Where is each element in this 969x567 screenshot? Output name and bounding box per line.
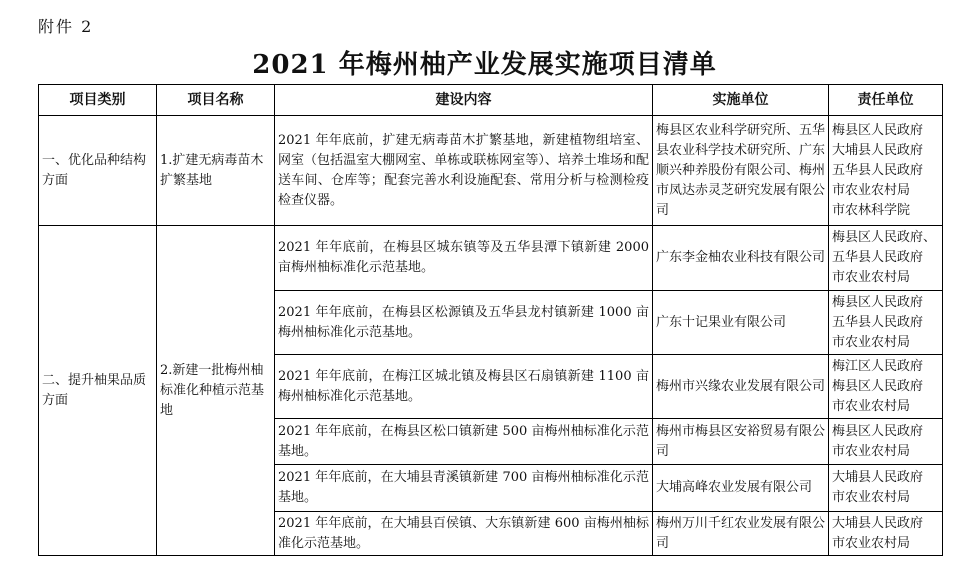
responsible-unit: 市农业农村局 <box>832 535 911 551</box>
responsible-unit: 梅县区人民政府 <box>832 294 924 310</box>
responsible-unit: 市农业农村局 <box>832 443 911 459</box>
implementer-cell: 梅州市梅县区安裕贸易有限公司 <box>653 419 829 465</box>
responsible-cell <box>829 291 943 355</box>
responsible-unit: 市农业农村局 <box>832 490 911 505</box>
implementer-cell: 梅县区农业科学研究所、五华县农业科学技术研究所、广东顺兴种养股份有限公司、梅州市凤达赤灵芝研究发展有限公司 <box>653 116 829 226</box>
column-header-implementer: 实施单位 <box>653 85 829 116</box>
column-header-content: 建设内容 <box>275 85 653 116</box>
responsible-unit: 五华县人民政府 <box>832 250 924 265</box>
implementer-cell: 大埔高峰农业发展有限公司 <box>653 465 829 512</box>
content-cell: 2021 年年底前，在梅县区松源镇及五华县龙村镇新建 1000 亩梅州柚标准化示范基地。 <box>275 291 653 355</box>
responsible-unit: 梅县区人民政府 <box>832 122 924 138</box>
responsible-unit: 五华县人民政府 <box>832 162 924 178</box>
responsible-cell <box>829 116 943 226</box>
column-header-project: 项目名称 <box>157 85 275 116</box>
responsible-unit: 梅县区人民政府 <box>832 378 924 394</box>
responsible-cell <box>829 512 943 556</box>
responsible-unit: 梅江区人民政府 <box>832 358 924 374</box>
table-row <box>39 226 943 291</box>
content-cell: 2021 年年底前，在梅县区松口镇新建 500 亩梅州柚标准化示范基地。 <box>275 419 653 465</box>
responsible-unit: 五华县人民政府 <box>832 314 924 330</box>
responsible-unit: 梅县区人民政府 <box>832 423 924 439</box>
implementer-cell: 广东李金柚农业科技有限公司 <box>653 226 829 291</box>
implementer-cell: 广东十记果业有限公司 <box>653 291 829 355</box>
implementer-cell: 梅州市兴缘农业发展有限公司 <box>653 355 829 419</box>
column-header-category: 项目类别 <box>39 85 157 116</box>
responsible-unit: 市农业农村局 <box>832 270 911 285</box>
project-table <box>38 84 943 556</box>
responsible-unit: 市农林科学院 <box>832 202 911 218</box>
responsible-unit: 市农业农村局 <box>832 182 911 198</box>
responsible-unit: 大埔县人民政府 <box>832 515 924 531</box>
responsible-cell <box>829 419 943 465</box>
content-cell: 2021 年年底前，在梅县区城东镇等及五华县潭下镇新建 2000 亩梅州柚标准化示范基地。 <box>275 226 653 291</box>
attachment-label: 附件 2 <box>38 17 94 36</box>
column-header-responsible: 责任单位 <box>829 85 943 116</box>
implementer-cell: 梅州万川千红农业发展有限公司 <box>653 512 829 556</box>
table-row <box>39 116 943 226</box>
responsible-cell <box>829 465 943 512</box>
content-cell: 2021 年年底前，扩建无病毒苗木扩繁基地，新建植物组培室、网室（包括温室大棚网室、单栋或联栋网室等）、培养土堆场和配送车间、仓库等；配套完善水利设施配套、常用分析与检测检疫检查仪器。 <box>275 116 653 226</box>
project-name-cell: 2.新建一批梅州柚标准化种植示范基地 <box>157 226 275 556</box>
content-cell: 2021 年年底前，在梅江区城北镇及梅县区石扇镇新建 1100 亩梅州柚标准化示范基地。 <box>275 355 653 419</box>
category-cell: 一、优化品种结构方面 <box>39 116 157 226</box>
responsible-cell <box>829 355 943 419</box>
content-cell: 2021 年年底前，在大埔县百侯镇、大东镇新建 600 亩梅州柚标准化示范基地。 <box>275 512 653 556</box>
project-name-cell: 1.扩建无病毒苗木扩繁基地 <box>157 116 275 226</box>
category-cell: 二、提升柚果品质方面 <box>39 226 157 556</box>
table-header-row <box>39 85 943 116</box>
responsible-unit: 梅县区人民政府、 <box>832 230 937 245</box>
responsible-unit: 大埔县人民政府 <box>832 142 924 158</box>
responsible-unit: 市农业农村局 <box>832 334 911 350</box>
responsible-unit: 市农业农村局 <box>832 398 911 414</box>
responsible-cell <box>829 226 943 291</box>
document-title: 2021 年梅州柚产业发展实施项目清单 <box>252 50 717 80</box>
content-cell: 2021 年年底前，在大埔县青溪镇新建 700 亩梅州柚标准化示范基地。 <box>275 465 653 512</box>
responsible-unit: 大埔县人民政府 <box>832 470 924 485</box>
